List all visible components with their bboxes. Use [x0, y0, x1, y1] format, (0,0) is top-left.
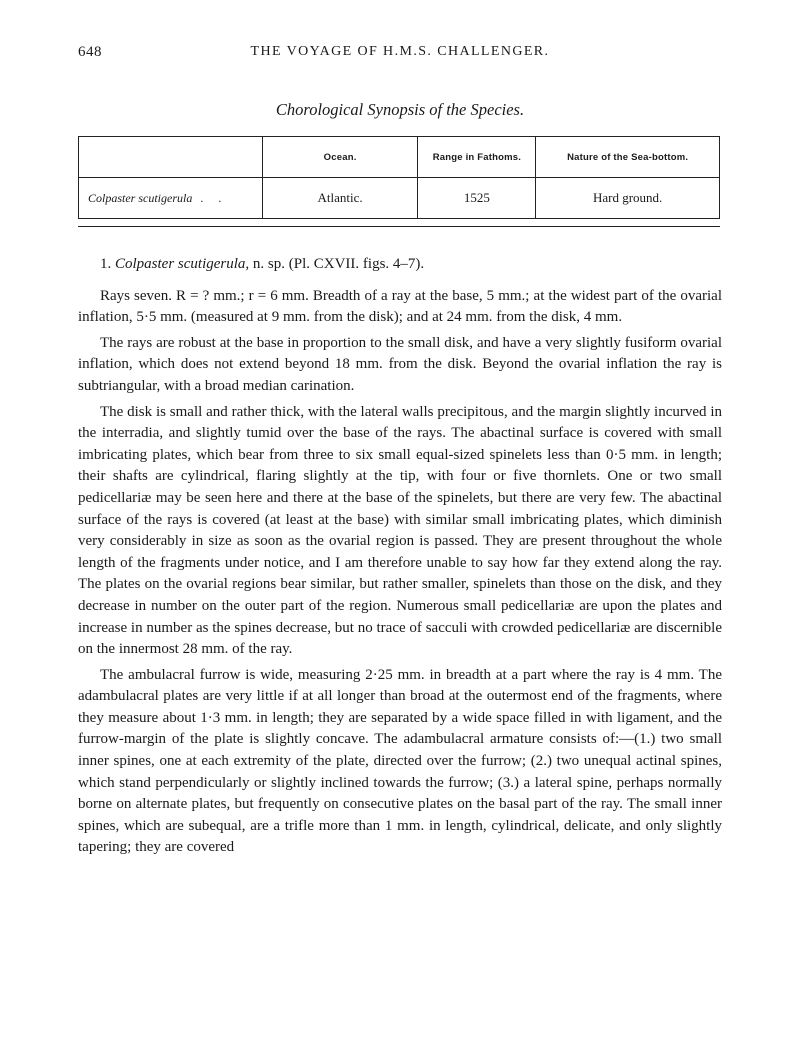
running-title: THE VOYAGE OF H.M.S. CHALLENGER.	[250, 44, 550, 59]
heading-species-name: Colpaster scutigerula,	[115, 256, 250, 272]
column-header-bottom: Nature of the Sea-bottom.	[536, 137, 720, 178]
article-body	[78, 254, 722, 863]
column-header-species	[79, 137, 263, 178]
range-cell: 1525	[418, 178, 536, 219]
table-row	[79, 178, 720, 219]
page-header	[78, 44, 722, 66]
table-header-row	[79, 137, 720, 178]
column-header-ocean: Ocean.	[262, 137, 418, 178]
paragraph-measurements: Rays seven. R = ? mm.; r = 6 mm. Breadth of a ray at the base, 5 mm.; at the widest part of the ovarial inflation, 5·5 mm. (measured at 9 mm. from the disk); and at 24 mm. from the disk, 4 mm.	[78, 287, 722, 326]
species-name: Colpaster scutigerula	[88, 190, 193, 205]
page-number: 648	[78, 44, 102, 60]
species-heading	[78, 254, 722, 276]
heading-number: 1.	[100, 256, 112, 272]
paragraph-rays: The rays are robust at the base in proportion to the small disk, and have a very slightly fusiform ovarial inflation, which does not extend beyond 18 mm. from the disk. Beyond the ovarial inflation the ray is subtriangular, with a broad median carination.	[78, 334, 722, 394]
dot-leader: . .	[200, 190, 228, 205]
paragraph-disk: The disk is small and rather thick, with the lateral walls precipitous, and the margin slightly incurved in the interradia, and slightly tumid over the base of the rays. The abactinal surface is covered with small imbricating plates, which bear from three to six small equal-sized spinelets less than 0·5 mm. in length; their shafts are cylindrical, flaring slightly at the tip, with four or five thornlets. One or two small pedicellariæ may be seen here and there at the base of the spinelets, but there are very few. The abactinal surface of the rays is covered (at least at the base) with similar small imbricating plates, which diminish very considerably in size as soon as the ovarial region is passed. They are present throughout the whole length of the fragments under notice, and I am therefore unable to say how far they extend along the ray. The plates on the ovarial regions bear similar, but rather smaller, spinelets than those on the disk, and they decrease in number on the outer part of the region. Numerous small pedicellariæ are upon the plates and increase in number as the spines decrease, but no trace of sacculi with crowded pedicellariæ are discernible on the innermost 28 mm. of the ray.	[78, 403, 722, 658]
section-divider	[78, 226, 720, 227]
bottom-cell: Hard ground.	[536, 178, 720, 219]
heading-plate-reference: n. sp. (Pl. CXVII. figs. 4–7).	[252, 256, 425, 272]
column-header-range: Range in Fathoms.	[418, 137, 536, 178]
synopsis-table	[78, 136, 720, 219]
paragraph-ambulacral: The ambulacral furrow is wide, measuring 2·25 mm. in breadth at a part where the ray is 4 mm. The adambulacral plates are very little if at all longer than broad at the outermost end of the fragments, where they measure about 1·3 mm. in length; they are separated by a wide space filled in with ligament, and the furrow-margin of the plate is slightly concave. The adambulacral armature consists of:—(1.) two small inner spines, one at each extremity of the plate, directed over the furrow; (2.) two unequal actinal spines, which stand perpendicularly or slightly inclined towards the furrow; (3.) a lateral spine, perhaps normally borne on alternate plates, but frequently on consecutive plates on the basal part of the ray. The small inner spines, which are subequal, are a trifle more than 1 mm. in length, cylindrical, delicate, and only slightly tapering; they are covered	[78, 666, 722, 856]
synopsis-title: Chorological Synopsis of the Species.	[275, 100, 525, 119]
species-cell	[79, 178, 263, 219]
ocean-cell: Atlantic.	[262, 178, 418, 219]
